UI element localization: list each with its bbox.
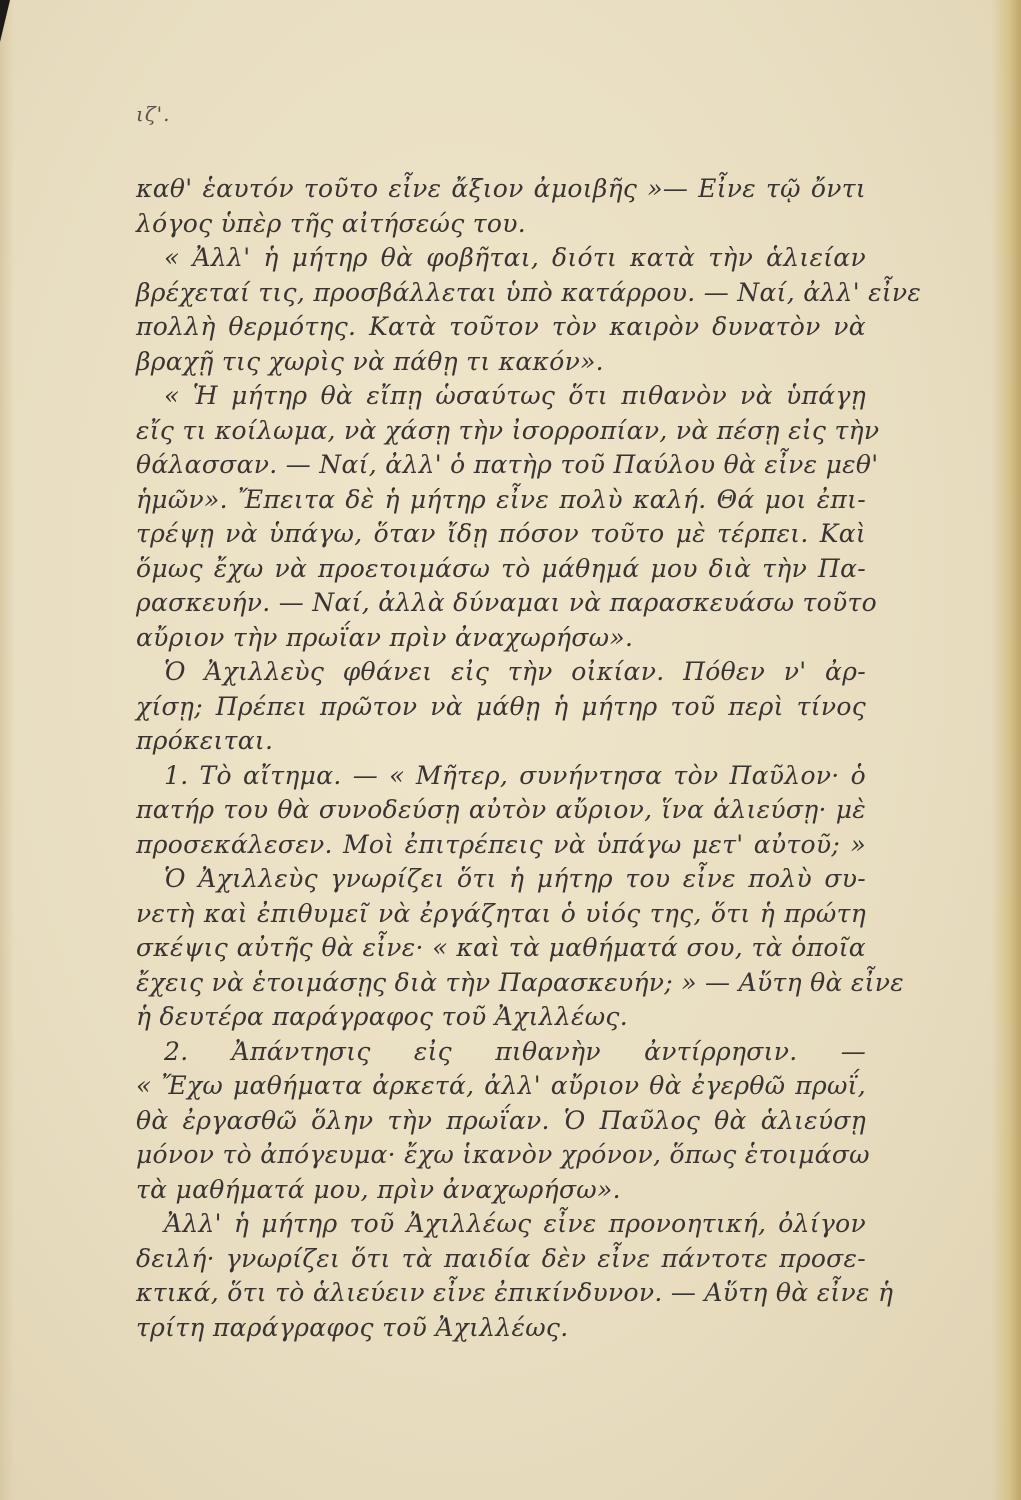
text-line: πολλὴ θερμότης. Κατὰ τοῦτον τὸν καιρὸν δυνατὸν νὰ <box>136 312 866 341</box>
text-line: Ὁ Ἀχιλλεὺς φθάνει εἰς τὴν οἰκίαν. Πόθεν ν' ἀρ- <box>164 657 866 686</box>
text-line: πατήρ του θὰ συνοδεύσῃ αὐτὸν αὔριον, ἵνα ἁλιεύσῃ· μὲ <box>136 795 866 824</box>
text-line: σκέψις αὐτῆς θὰ εἶνε· « καὶ τὰ μαθήματά σου, τὰ ὁποῖα <box>136 933 866 962</box>
text-line: ὅμως ἔχω νὰ προετοιμάσω τὸ μάθημά μου διὰ τὴν Πα- <box>136 553 866 583</box>
text-line: ρασκευήν. — Ναί, ἀλλὰ δύναμαι νὰ παρασκευάσω τοῦτο <box>136 588 877 617</box>
text-line: θάλασσαν. — Ναί, ἀλλ' ὁ πατὴρ τοῦ Παύλου θὰ εἶνε μεθ' <box>136 450 879 479</box>
text-line: βρέχεταί τις, προσβάλλεται ὑπὸ κατάρρου. — Ναί, ἀλλ' εἶνε <box>136 277 922 307</box>
text-line: « Ἔχω μαθήματα ἀρκετά, ἀλλ' αὔριον θὰ ἐγερθῶ πρωΐ, <box>136 1071 866 1100</box>
text-line: ἡμῶν». Ἔπειτα δὲ ἡ μήτηρ εἶνε πολὺ καλή. Θά μοι ἐπι- <box>136 484 866 514</box>
body-text <box>136 172 922 1345</box>
text-line: « Ἡ μήτηρ θὰ εἴπῃ ὡσαύτως ὅτι πιθανὸν νὰ ὑπάγῃ <box>164 381 866 410</box>
text-line: καθ' ἑαυτόν τοῦτο εἶνε ἄξιον ἀμοιβῆς »— Εἶνε τῷ ὄντι <box>136 174 866 203</box>
text-line: χίσῃ; Πρέπει πρῶτον νὰ μάθῃ ἡ μήτηρ τοῦ περὶ τίνος <box>136 691 866 721</box>
page-binding-shadow <box>0 0 14 1500</box>
corner-mark <box>0 0 10 42</box>
text-line: νετὴ καὶ ἐπιθυμεῖ νὰ ἐργάζηται ὁ υἱός της, ὅτι ἡ πρώτη <box>136 898 866 928</box>
text-line: προσεκάλεσεν. Μοὶ ἐπιτρέπεις νὰ ὑπάγω μετ' αὐτοῦ; » <box>136 829 866 859</box>
text-line: τρίτη παράγραφος τοῦ Ἀχιλλέως. <box>136 1312 569 1342</box>
text-line: 1. Τὸ αἴτημα. — « Μῆτερ, συνήντησα τὸν Παῦλον· ὁ <box>164 760 866 790</box>
text-line: Ὁ Ἀχιλλεὺς γνωρίζει ὅτι ἡ μήτηρ του εἶνε πολὺ συ- <box>164 864 866 893</box>
text-line: ἔχεις νὰ ἑτοιμάσῃς διὰ τὴν Παρασκευήν; » — Αὕτη θὰ εἶνε <box>136 967 904 997</box>
text-line: « Ἀλλ' ἡ μήτηρ θὰ φοβῆται, διότι κατὰ τὴν ἁλιείαν <box>164 243 866 272</box>
text-line: λόγος ὑπὲρ τῆς αἰτήσεώς του. <box>136 208 527 238</box>
text-line: μόνον τὸ ἀπόγευμα· ἔχω ἱκανὸν χρόνον, ὅπως ἑτοιμάσω <box>136 1140 870 1169</box>
text-line: βραχῇ τις χωρὶς νὰ πάθῃ τι κακόν». <box>136 346 604 376</box>
text-line: τρέψῃ νὰ ὑπάγω, ὅταν ἴδῃ πόσον τοῦτο μὲ τέρπει. Καὶ <box>136 519 866 548</box>
page-number: ιζ'. <box>136 102 171 126</box>
text-line: 2. Ἀπάντησις εἰς πιθανὴν ἀντίρρησιν. — <box>164 1036 866 1066</box>
text-line: αὔριον τὴν πρωΐαν πρὶν ἀναχωρήσω». <box>136 622 634 652</box>
text-line: δειλή· γνωρίζει ὅτι τὰ παιδία δὲν εἶνε πάντοτε προσε- <box>136 1243 866 1273</box>
text-line: θὰ ἐργασθῶ ὅλην τὴν πρωΐαν. Ὁ Παῦλος θὰ ἁλιεύσῃ <box>136 1105 866 1135</box>
text-line: ἡ δευτέρα παράγραφος τοῦ Ἀχιλλέως. <box>136 1002 628 1031</box>
text-line: Ἀλλ' ἡ μήτηρ τοῦ Ἀχιλλέως εἶνε προνοητική, ὀλίγον <box>164 1209 866 1238</box>
text-line: κτικά, ὅτι τὸ ἁλιεύειν εἶνε ἐπικίνδυνον. — Αὕτη θὰ εἶνε ἡ <box>136 1278 894 1307</box>
text-line: πρόκειται. <box>136 726 274 755</box>
text-line: εἴς τι κοίλωμα, νὰ χάσῃ τὴν ἰσορροπίαν, νὰ πέσῃ εἰς τὴν <box>136 415 880 445</box>
text-line: τὰ μαθήματά μου, πρὶν ἀναχωρήσω». <box>136 1174 621 1204</box>
page-right-edge <box>991 0 1021 1500</box>
